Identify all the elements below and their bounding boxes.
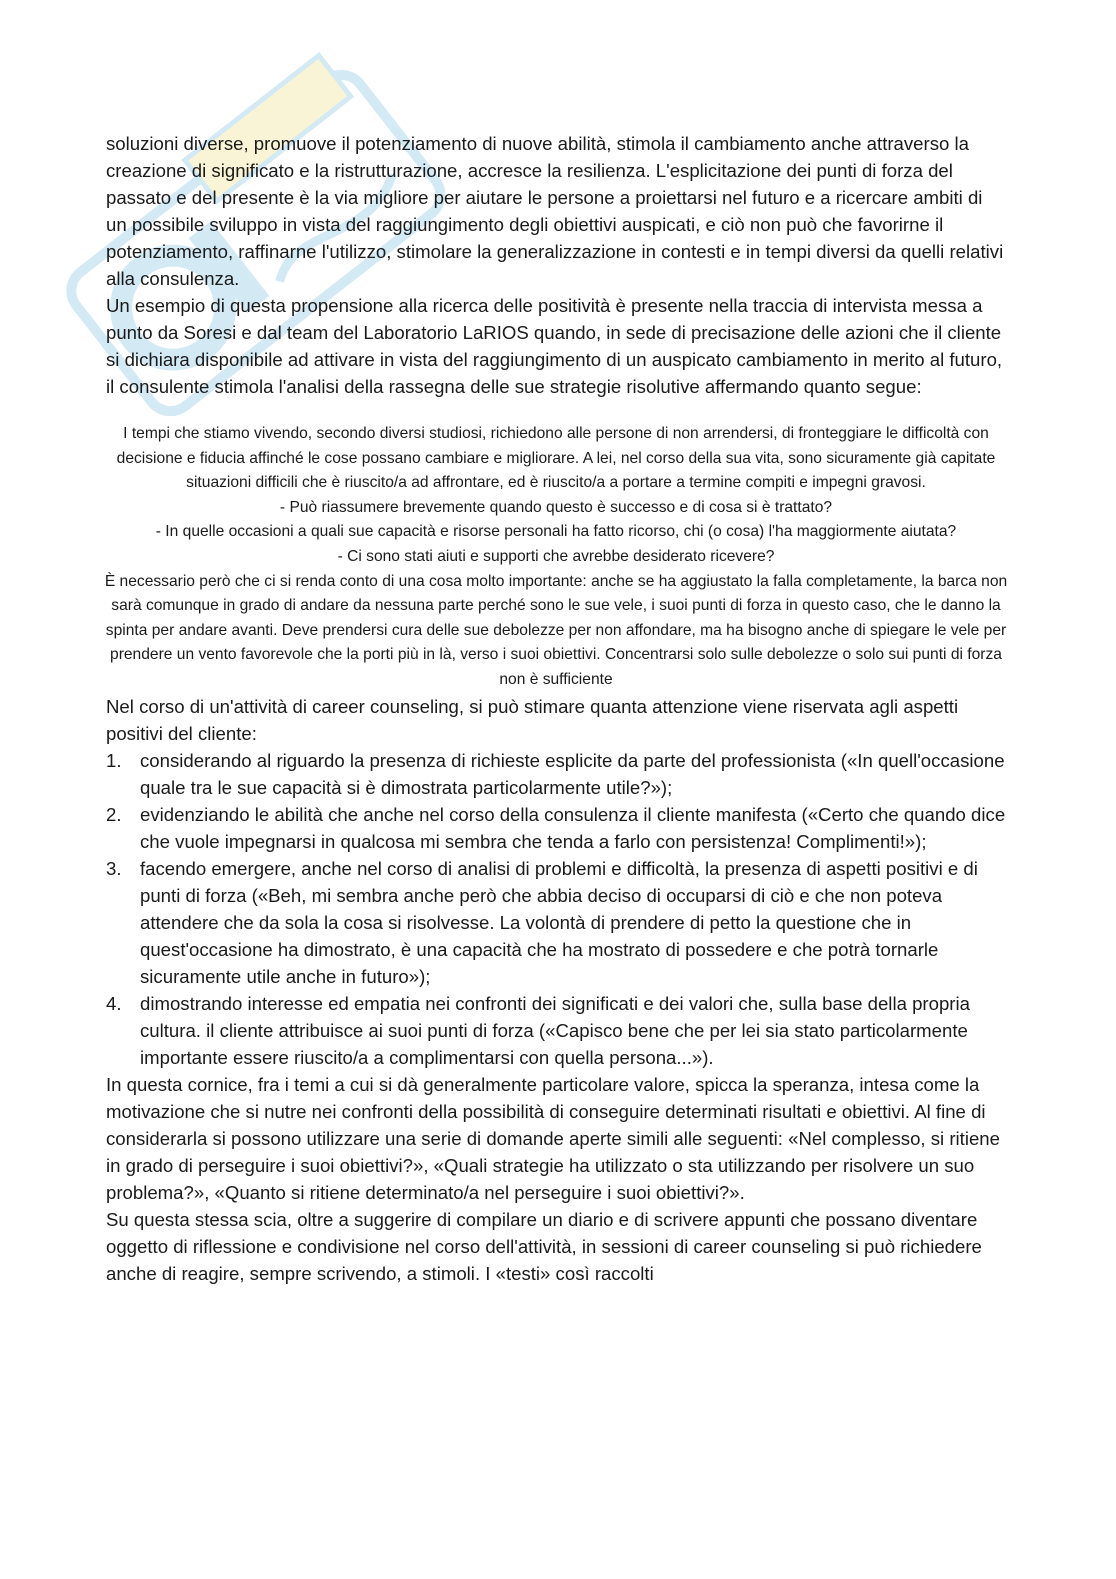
paragraph-continuation: soluzioni diverse, promuove il potenziamento di nuove abilità, stimola il cambiamento anche attraverso la creazione di significato e la ristrutturazione, accresce la resilienza. L'esplicitazione dei punti di forza del passato e del presente è la via migliore per aiutare le persone a proiettarsi nel futuro e a ricercare ambiti di un possibile sviluppo in vista del raggiungimento degli obiettivi auspicati, e ciò non può che favorirne il potenziamento, raffinarne l'utilizzo, stimolare la generalizzazione in contesti e in tempi diversi da quelli relativi alla consulenza. <box>106 133 1004 289</box>
quote-question-1: - Può riassumere brevemente quando questo è successo e di cosa si è trattato? <box>279 498 833 516</box>
list-item-text: considerando al riguardo la presenza di richieste esplicite da parte del professionista («In quell'occasione quale tra le sue capacità si è dimostrata particolarmente utile?»); <box>140 749 1005 798</box>
interview-quote <box>101 422 1011 693</box>
paragraph-larios-example: Un esempio di questa propensione alla ricerca delle positività è presente nella traccia di intervista messa a punto da Soresi e dal team del Laboratorio LaRIOS quando, in sede di precisazione delle azioni che il cliente si dichiara disponibile ad attivare in vista del raggiungimento di un auspicato cambiamento in merito al futuro, il consulente stimola l'analisi della rassegna delle sue strategie risolutive affermando quanto segue: <box>106 295 1003 397</box>
quote-question-3: - Ci sono stati aiuti e supporti che avrebbe desiderato ricevere? <box>337 547 775 565</box>
paragraph-hope: In questa cornice, fra i temi a cui si dà generalmente particolare valore, spicca la speranza, intesa come la motivazione che si nutre nei confronti della possibilità di conseguire determinati risultati e obiettivi. Al fine di considerarla si possono utilizzare una serie di domande aperte simili alle seguenti: «Nel complesso, si ritiene in grado di perseguire i suoi obiettivi?», «Quali strategie ha utilizzato o sta utilizzando per risolvere un suo problema?», «Quanto si ritiene determinato/a nel perseguire i suoi obiettivi?». <box>106 1073 1000 1203</box>
numbered-list <box>106 747 1006 1071</box>
list-item-number: 4. <box>106 992 122 1014</box>
paragraph-career-counseling: Nel corso di un'attività di career counseling, si può stimare quanta attenzione viene riservata agli aspetti positivi del cliente: <box>106 695 959 744</box>
document-page <box>106 130 1006 1287</box>
paragraph-diary: Su questa stessa scia, oltre a suggerire di compilare un diario e di scrivere appunti che possano diventare oggetto di riflessione e condivisione nel corso dell'attività, in sessioni di career counseling si può richiedere anche di reagire, sempre scrivendo, a stimoli. I «testi» così raccolti <box>106 1208 982 1284</box>
list-item <box>106 855 1006 990</box>
list-item-text: evidenziando le abilità che anche nel corso della consulenza il cliente manifesta («Certo che quando dice che vuole impegnarsi in qualcosa mi sembra che tenda a farlo con persistenza! Complimenti!»); <box>140 803 1006 852</box>
list-item <box>106 801 1006 855</box>
list-item <box>106 990 1006 1071</box>
list-item-number: 1. <box>106 749 122 771</box>
list-item-number: 2. <box>106 803 122 825</box>
list-item-text: dimostrando interesse ed empatia nei confronti dei significati e dei valori che, sulla base della propria cultura. il cliente attribuisce ai suoi punti di forza («Capisco bene che per lei sia stato particolarmente importante essere riuscito/a a complimentarsi con quella persona...»). <box>140 992 970 1068</box>
quote-intro: I tempi che stiamo vivendo, secondo diversi studiosi, richiedono alle persone di non arrendersi, di fronteggiare le difficoltà con decisione e fiducia affinché le cose possano cambiare e migliorare. A lei, nel corso della sua vita, sono sicuramente già capitate situazioni difficili che è riuscito/a ad affrontare, ed è riuscito/a a portare a termine compiti e impegni gravosi. <box>116 425 996 492</box>
quote-question-2: - In quelle occasioni a quali sue capacità e risorse personali ha fatto ricorso, chi (o cosa) l'ha maggiormente aiutata? <box>155 523 957 541</box>
list-item <box>106 747 1006 801</box>
quote-closing: È necessario però che ci si renda conto di una cosa molto importante: anche se ha aggiustato la falla completamente, la barca non sarà comunque in grado di andare da nessuna parte perché sono le sue vele, i suoi punti di forza in questo caso, che le danno la spinta per andare avanti. Deve prendersi cura delle sue debolezze per non affondare, ma ha bisogno anche di spiegare le vele per prendere un vento favorevole che la porti più in là, verso i suoi obiettivi. Concentrarsi solo sulle debolezze o solo sui punti di forza non è sufficiente <box>104 572 1008 688</box>
list-item-number: 3. <box>106 857 122 879</box>
list-item-text: facendo emergere, anche nel corso di analisi di problemi e difficoltà, la presenza di aspetti positivi e di punti di forza («Beh, mi sembra anche però che abbia deciso di occuparsi di ciò e che non poteva attendere che da sola la cosa si risolvesse. La volontà di prendere di petto la questione che in quest'occasione ha dimostrato, è una capacità che ha mostrato di possedere e che potrà tornarle sicuramente utile anche in futuro»); <box>140 857 978 987</box>
